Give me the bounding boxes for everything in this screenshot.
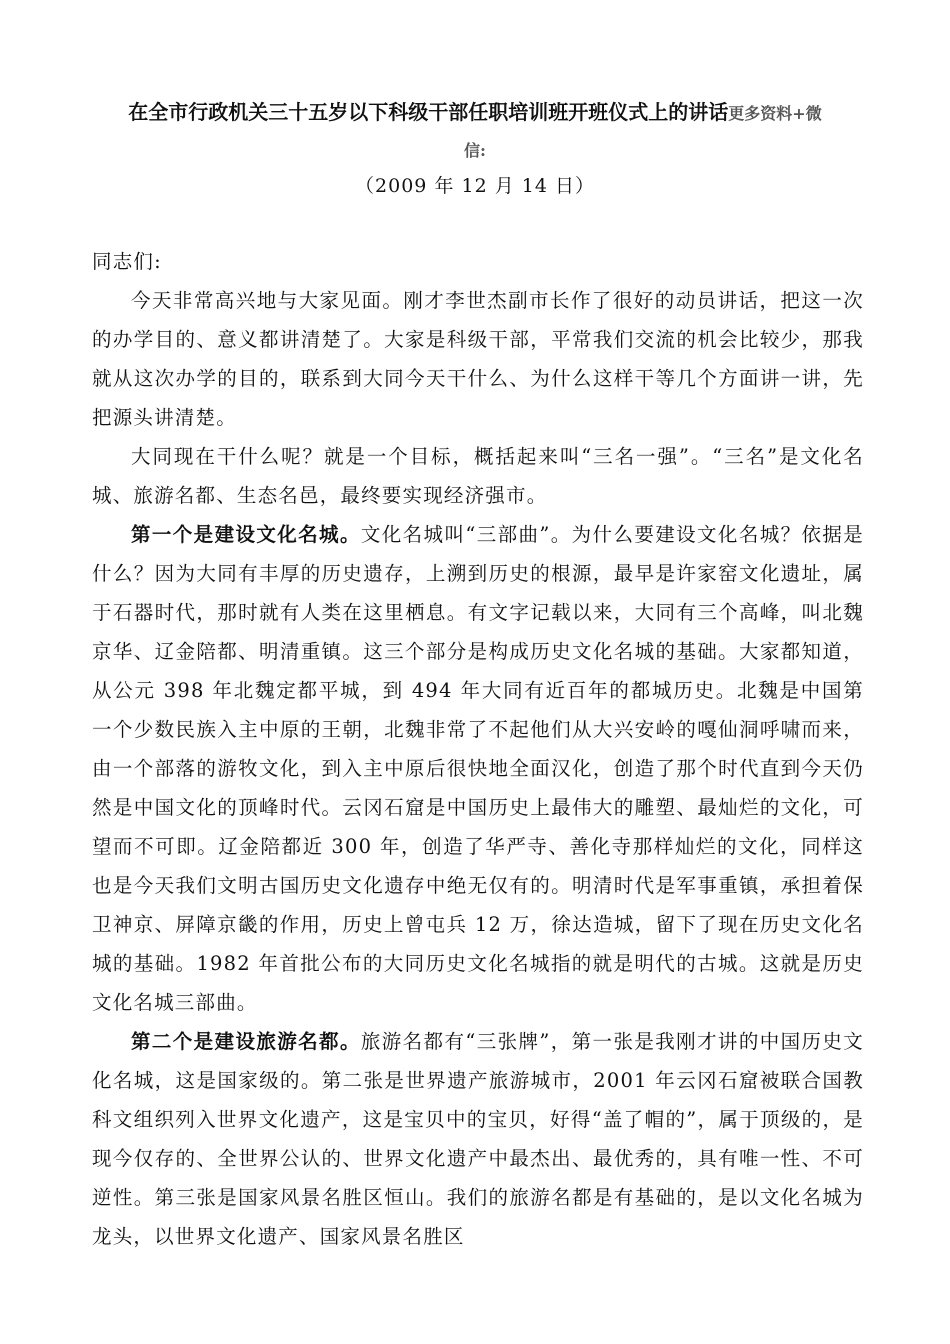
paragraph-4 [92, 1022, 864, 1256]
title-main-text: 在全市行政机关三十五岁以下科级干部任职培训班开班仪式上的讲话 [128, 100, 729, 124]
paragraph-1-text: 今天非常高兴地与大家见面。刚才李世杰副市长作了很好的动员讲话，把这一次的办学目的、意义都讲清楚了。大家是科级干部，平常我们交流的机会比较少，那我就从这次办学的目的，联系到大同今天干什么、为什么这样干等几个方面讲一讲，先把源头讲清楚。 [92, 289, 864, 429]
document-body [92, 242, 864, 1256]
title-suffix-continuation: 信: [464, 141, 486, 160]
greeting: 同志们: [92, 250, 162, 273]
document-title-block [60, 92, 890, 168]
paragraph-3-heading: 第一个是建设文化名城。 [131, 523, 361, 546]
title-suffix-text: 更多资料+微 [728, 104, 822, 123]
paragraph-3-text: 文化名城叫“三部曲”。为什么要建设文化名城？依据是什么？因为大同有丰厚的历史遗存，上溯到历史的根源，最早是许家窑文化遗址，属于石器时代，那时就有人类在这里栖息。有文字记载以来，大同有三个高峰，叫北魏京华、辽金陪都、明清重镇。这三个部分是构成历史文化名城的基础。大家都知道，从公元 398 年北魏定都平城，到 494 年大同有近百年的都城历史。北魏是中国第一个少数民族入主中原的王朝，北魏非常了不起他们从大兴安岭的嘎仙洞呼啸而来，由一个部落的游牧文化，到入主中原后很快地全面汉化，创造了那个时代直到今天仍然是中国文化的顶峰时代。云冈石窟是中国历史上最伟大的雕塑、最灿烂的文化，可望而不可即。辽金陪都近 300 年，创造了华严寺、善化寺那样灿烂的文化，同样这也是今天我们文明古国历史文化遗存中绝无仅有的。明清时代是军事重镇，承担着保卫神京、屏障京畿的作用，历史上曾屯兵 12 万，徐达造城，留下了现在历史文化名城的基础。1982 年首批公布的大同历史文化名城指的就是明代的古城。这就是历史文化名城三部曲。 [92, 523, 864, 1014]
document-title [60, 92, 890, 134]
paragraph-2 [92, 437, 864, 515]
paragraph-1 [92, 281, 864, 437]
paragraph-3 [92, 515, 864, 1022]
paragraph-4-text: 旅游名都有“三张牌”，第一张是我刚才讲的中国历史文化名城，这是国家级的。第二张是世界遗产旅游城市，2001 年云冈石窟被联合国教科文组织列入世界文化遗产，这是宝贝中的宝贝，好得“盖了帽的”，属于顶级的，是现今仅存的、全世界公认的、世界文化遗产中最杰出、最优秀的，具有唯一性、不可逆性。第三张是国家风景名胜区恒山。我们的旅游名都是有基础的，是以文化名城为龙头，以世界文化遗产、国家风景名胜区 [92, 1030, 864, 1248]
paragraph-4-heading: 第二个是建设旅游名都。 [131, 1030, 361, 1053]
speech-date: （2009 年 12 月 14 日） [355, 175, 595, 197]
paragraph-2-text: 大同现在干什么呢？就是一个目标，概括起来叫“三名一强”。“三名”是文化名城、旅游名都、生态名邑，最终要实现经济强市。 [92, 445, 864, 507]
